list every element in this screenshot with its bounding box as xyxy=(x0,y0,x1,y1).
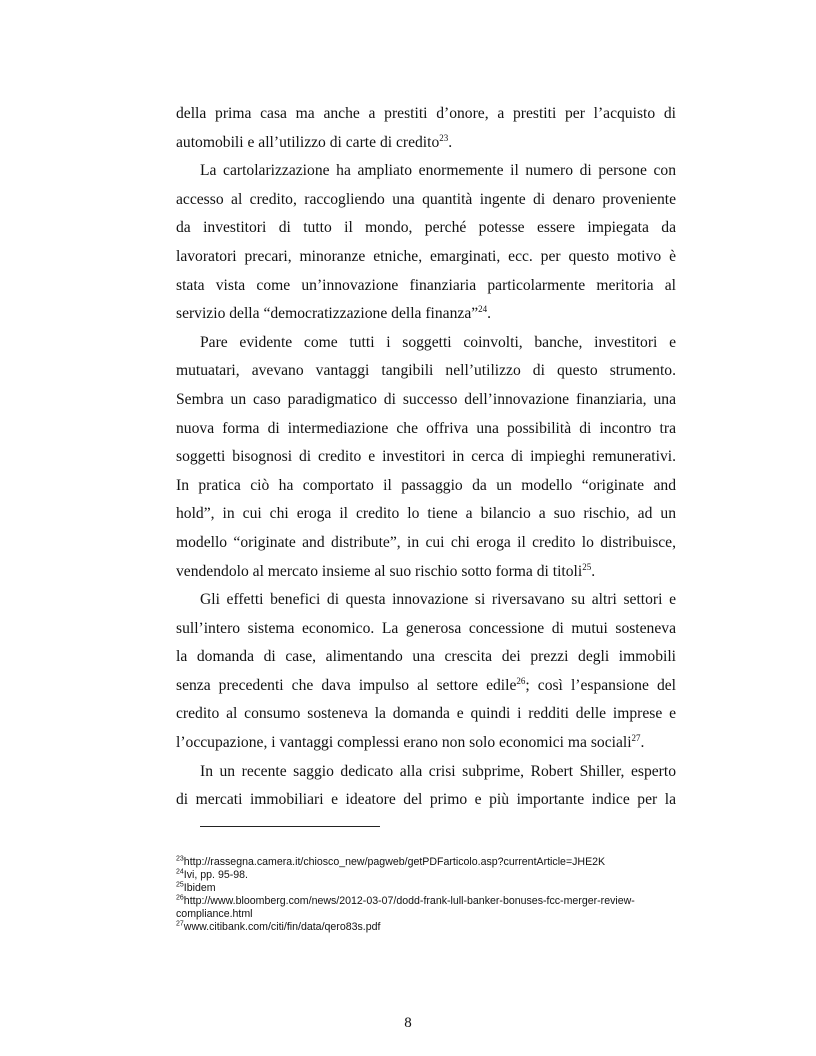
text-segment: vendendolo al mercato insieme al suo rischio sotto forma di titoli xyxy=(176,562,583,580)
text-line: da investitori di tutto il mondo, perché potesse essere impiegata da xyxy=(176,219,676,237)
text-segment: l’occupazione, i vantaggi complessi erano non solo economici ma sociali xyxy=(176,734,632,752)
footnote-23 xyxy=(176,856,676,869)
footnote-ref-25: 25 xyxy=(582,561,592,572)
text-segment: . xyxy=(487,305,492,323)
footnote-number: 24 xyxy=(176,868,184,876)
text-segment: . xyxy=(448,133,453,151)
footnote-27 xyxy=(176,921,676,934)
footnote-text: Ibidem xyxy=(183,882,216,895)
footnote-25 xyxy=(176,882,676,895)
footnotes xyxy=(176,856,676,935)
footnote-ref-24: 24 xyxy=(478,303,488,314)
paragraph-3 xyxy=(176,329,676,586)
text-line xyxy=(176,300,676,329)
text-segment: ; così l’espansione del xyxy=(525,676,676,694)
text-line: soggetti bisognosi di credito e investitori in cerca di impieghi remunerativi. xyxy=(176,448,676,466)
text-line: credito al consumo sosteneva la domanda e quindi i redditi delle imprese e xyxy=(176,705,676,723)
text-line: In un recente saggio dedicato alla crisi subprime, Robert Shiller, esperto xyxy=(200,762,676,780)
footnote-link[interactable]: http://rassegna.camera.it/chiosco_new/pagweb/getPDFarticolo.asp?currentArticle=JHE2K xyxy=(183,856,606,868)
text-line: la domanda di case, alimentando una crescita dei prezzi degli immobili xyxy=(176,648,676,666)
text-line: Gli effetti benefici di questa innovazione si riversavano su altri settori e xyxy=(200,591,676,609)
text-line xyxy=(176,729,676,758)
text-line xyxy=(176,129,676,158)
text-line: stata vista come un’innovazione finanziaria particolarmente meritoria al xyxy=(176,276,676,294)
text-line: lavoratori precari, minoranze etniche, emarginati, ecc. per questo motivo è xyxy=(176,247,676,265)
text-segment: . xyxy=(640,734,645,752)
paragraph-2 xyxy=(176,157,676,329)
footnote-ref-27: 27 xyxy=(631,732,641,743)
text-line: hold”, in cui chi eroga il credito lo tiene a bilancio a suo rischio, ad un xyxy=(176,505,676,523)
text-line: accesso al credito, raccogliendo una quantità ingente di denaro proveniente xyxy=(176,190,676,208)
footnote-number: 25 xyxy=(176,881,184,889)
text-line xyxy=(176,558,676,587)
footnote-ref-26: 26 xyxy=(516,675,526,686)
text-segment: senza precedenti che dava impulso al settore edile xyxy=(176,676,517,694)
text-segment: automobili e all’utilizzo di carte di credito xyxy=(176,133,440,151)
text-line: della prima casa ma anche a prestiti d’onore, a prestiti per l’acquisto di xyxy=(176,105,676,122)
text-line: sull’intero sistema economico. La generosa concessione di mutui sosteneva xyxy=(176,619,676,637)
footnote-number: 23 xyxy=(176,855,184,863)
footnote-separator xyxy=(200,826,380,827)
paragraph-1 xyxy=(176,100,676,157)
text-line: Pare evidente come tutti i soggetti coinvolti, banche, investitori e xyxy=(200,333,676,351)
paragraph-4 xyxy=(176,586,676,758)
text-line: modello “originate and distribute”, in cui chi eroga il credito lo distribuisce, xyxy=(176,533,676,551)
text-segment: . xyxy=(591,562,596,580)
footnote-number: 26 xyxy=(176,894,184,902)
text-line: Sembra un caso paradigmatico di successo dell’innovazione finanziaria, una xyxy=(176,390,676,408)
page-number: 8 xyxy=(404,1015,412,1031)
text-line: In pratica ciò ha comportato il passaggio da un modello “originate and xyxy=(176,476,676,494)
footnote-24 xyxy=(176,869,676,882)
text-line: nuova forma di intermediazione che offriva una possibilità di incontro tra xyxy=(176,419,676,437)
footnote-text: Ivi, pp. 95-98. xyxy=(183,869,248,882)
paragraph-5 xyxy=(176,758,676,815)
text-line: La cartolarizzazione ha ampliato enormemente il numero di persone con xyxy=(200,162,676,180)
text-line: mutuatari, avevano vantaggi tangibili nell’utilizzo di questo strumento. xyxy=(176,362,676,380)
document-body xyxy=(176,100,676,815)
text-line xyxy=(176,672,676,701)
footnote-ref-23: 23 xyxy=(439,132,449,143)
footnote-link[interactable]: www.citibank.com/citi/fin/data/qero83s.pdf xyxy=(183,921,381,934)
text-line: di mercati immobiliari e ideatore del primo e più importante indice per la xyxy=(176,791,676,809)
footnote-link[interactable]: http://www.bloomberg.com/news/2012-03-07/dodd-frank-lull-banker-bonuses-fcc-merger-review-compliance.html xyxy=(176,895,635,921)
footnote-number: 27 xyxy=(176,920,184,928)
footnote-26 xyxy=(176,895,676,921)
text-segment: servizio della “democratizzazione della finanza” xyxy=(176,305,479,323)
